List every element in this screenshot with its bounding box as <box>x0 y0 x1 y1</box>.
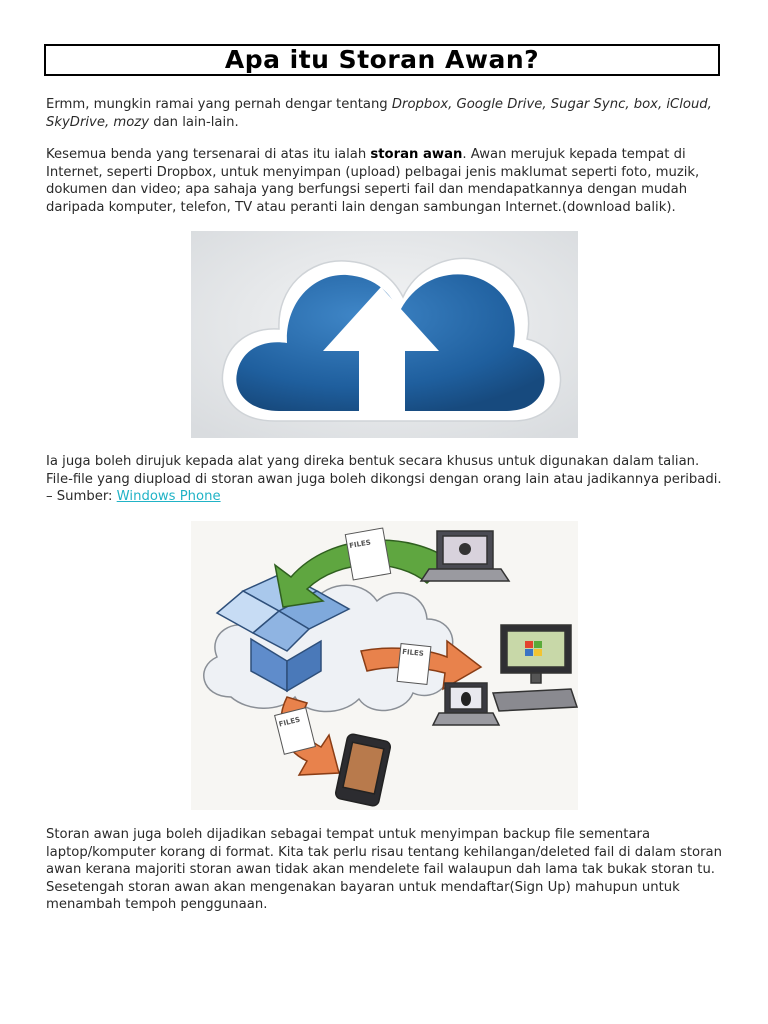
device-text: Ia juga boleh dirujuk kepada alat yang direka bentuk secara khusus untuk digunakan dalam talian. File-file yang diupload di storan awan juga boleh dikongsi dengan orang lain atau jadikannya peribadi. – Sumber: <box>46 454 722 504</box>
intro-end: dan lain-lain. <box>149 114 239 130</box>
intro-paragraph <box>46 96 726 131</box>
intro-text: Ermm, mungkin ramai yang pernah dengar tentang <box>46 97 392 112</box>
files-label-3: FILES <box>278 715 301 729</box>
cloud-storage-term: storan awan <box>370 147 463 162</box>
files-label-1: FILES <box>348 538 372 551</box>
definition-text: Kesemua benda yang tersenarai di atas itu ialah <box>46 147 371 162</box>
cloud-upload-icon <box>191 231 578 438</box>
service-list: Dropbox, Google Drive, Sugar Sync, box, iCloud, SkyDrive, mozy <box>46 97 712 130</box>
page-title: Apa itu Storan Awan? <box>44 44 720 76</box>
files-label-2: FILES <box>401 647 425 658</box>
cloud-sync-diagram <box>191 521 578 810</box>
definition-rest: . Awan merujuk kepada tempat di Internet, seperti Dropbox, untuk menyimpan (upload) pelbagai jenis maklumat seperti foto, muzik, dokumen dan video; apa sahaja yang berfungsi seperti fail dan mendapatkannya dengan mudah daripada komputer, telefon, TV atau peranti lain dengan sambungan Internet.(download balik). <box>46 147 700 215</box>
windows-phone-link[interactable]: Windows Phone <box>116 489 221 504</box>
definition-paragraph <box>46 146 726 216</box>
device-paragraph <box>46 453 726 506</box>
backup-paragraph: Storan awan juga boleh dijadikan sebagai tempat untuk menyimpan backup file sementara laptop/komputer korang di format. Kita tak perlu risau tentang kehilangan/deleted fail di dalam storan awan kerana majoriti storan awan tidak akan mendelete fail walaupun dah lama tak bukak storan tu. Sesetengah storan awan akan mengenakan bayaran untuk mendaftar(Sign Up) mahupun untuk menambah tempoh penggunaan. <box>46 827 722 912</box>
